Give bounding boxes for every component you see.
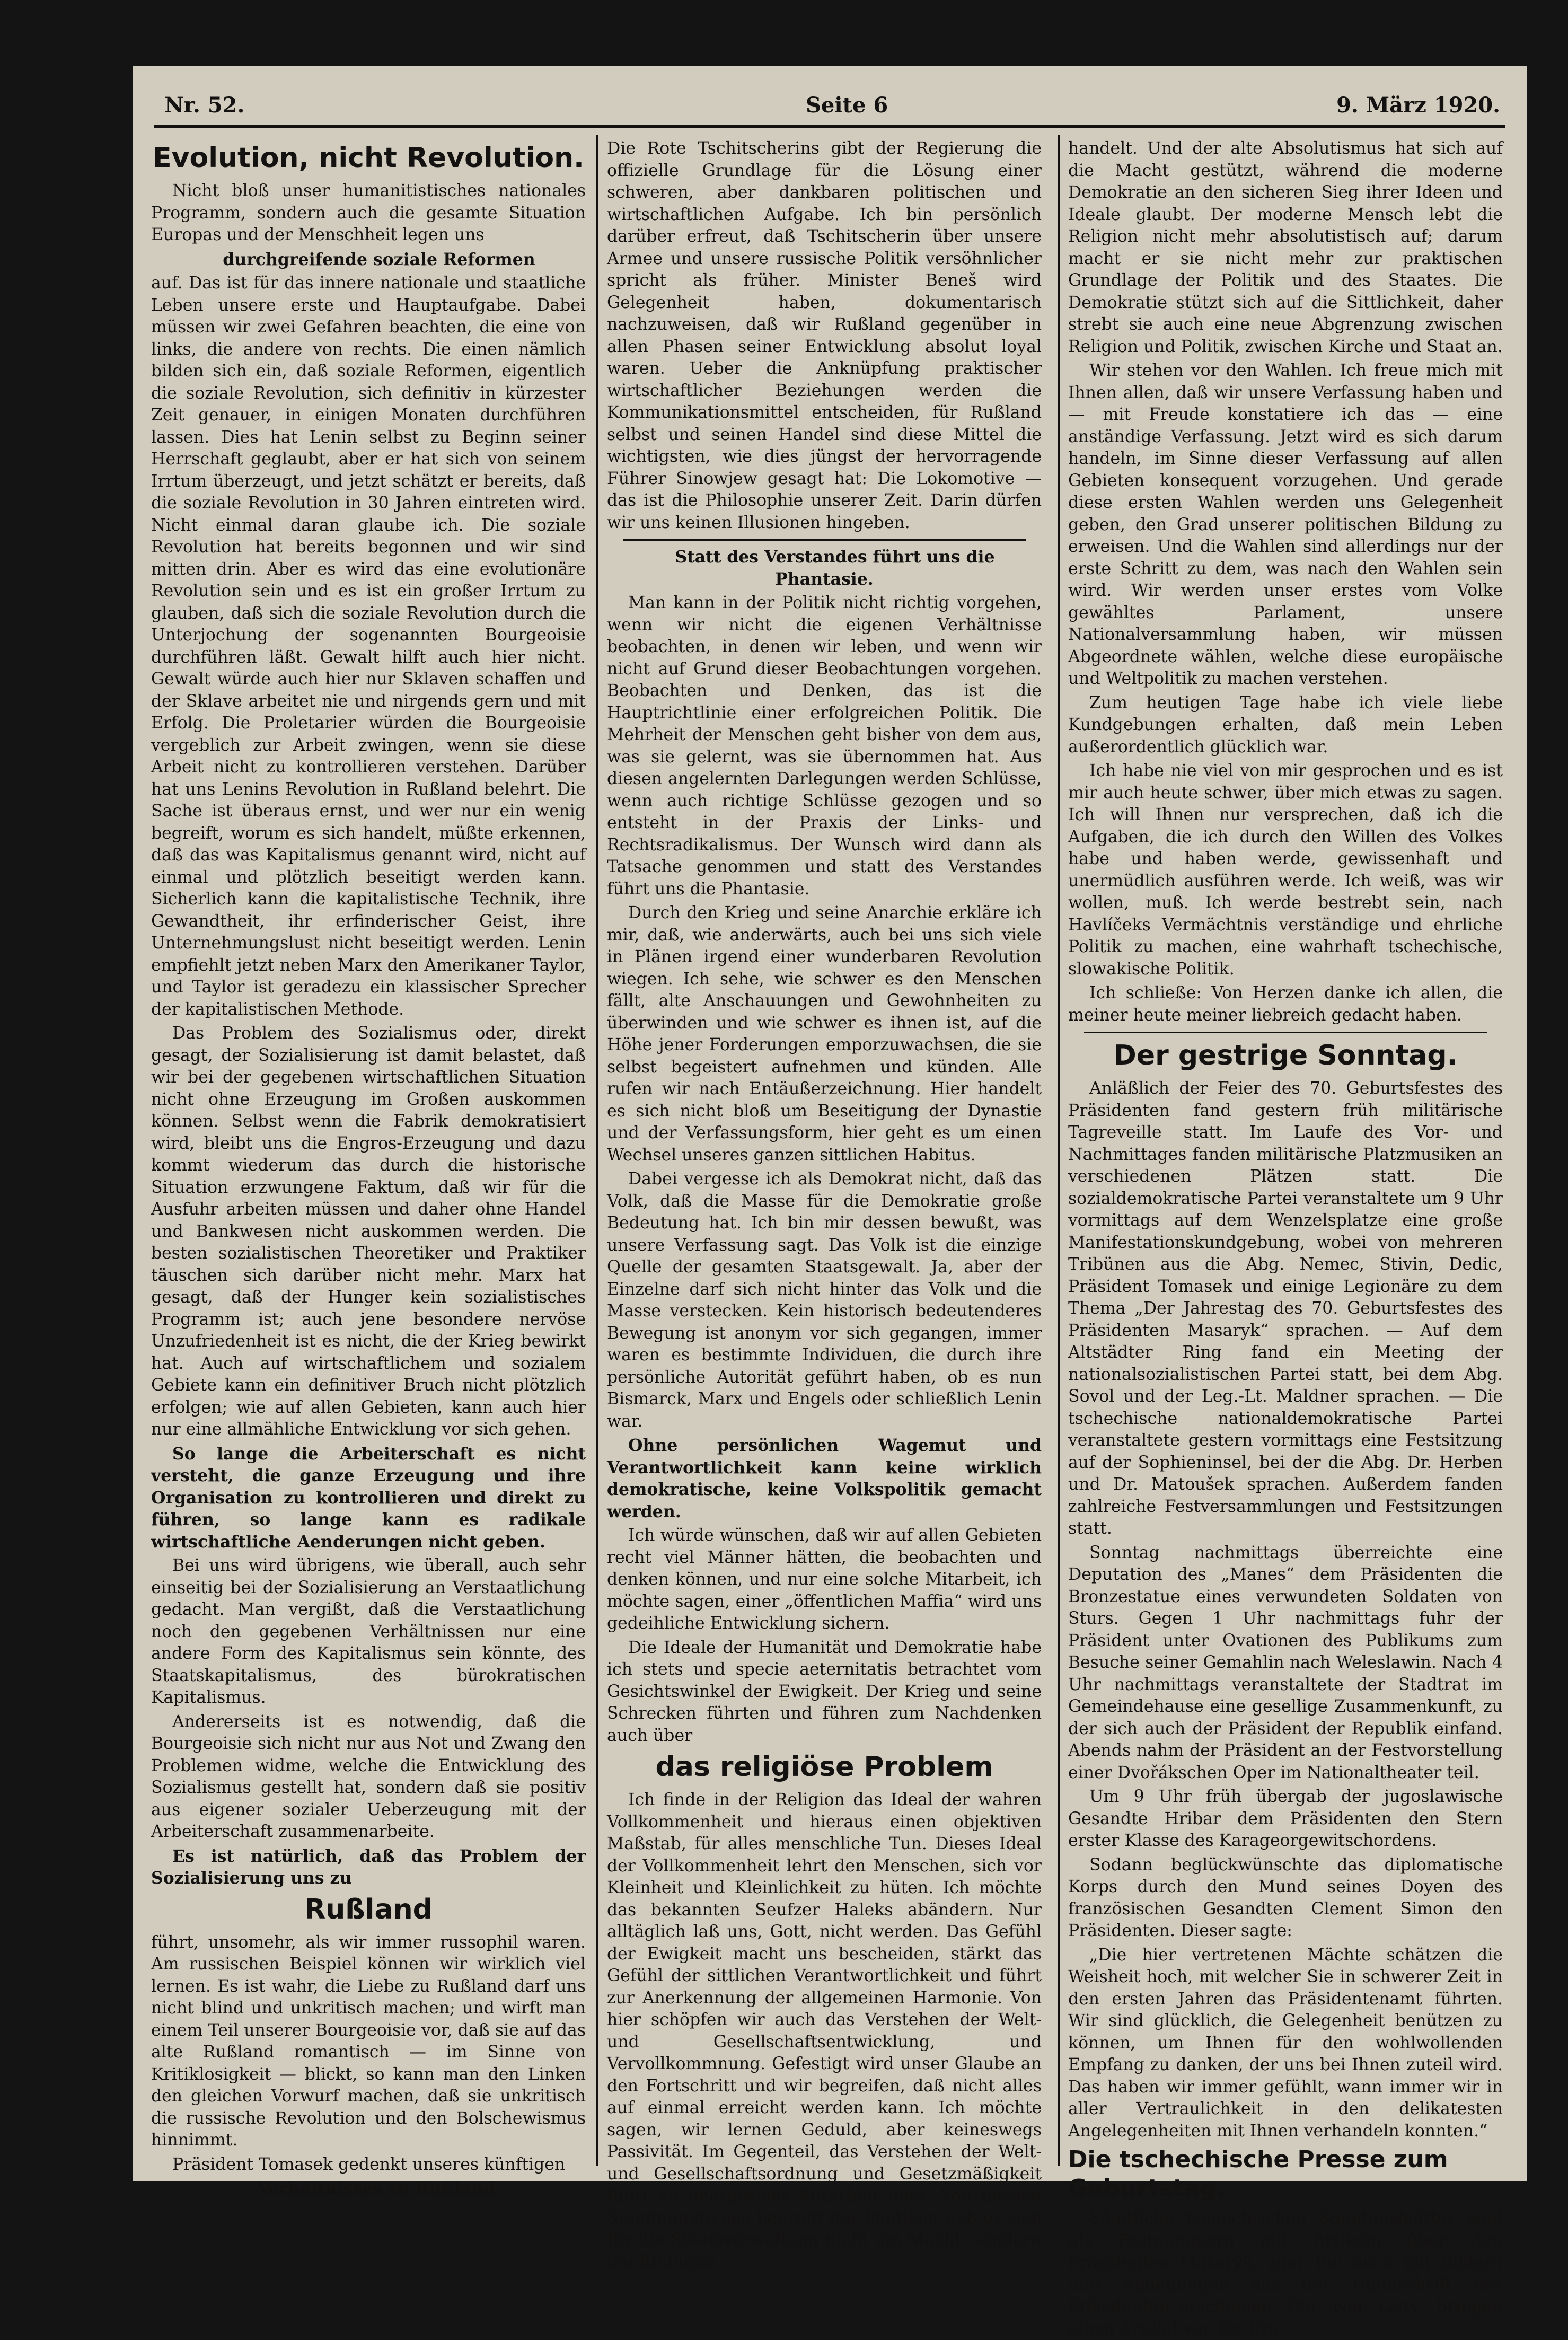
section-headline: Die tschechische Presse zum Geburtstag. bbox=[1068, 2146, 1448, 2202]
column-divider bbox=[1058, 135, 1060, 2166]
subheading: Verhältnisses zu Rußland. bbox=[257, 2179, 501, 2198]
paragraph: Wir stehen vor den Wahlen. Ich freue mich mit Ihnen allen, daß wir unsere Verfassung haben und — mit Freude konstatiere ich das — eine anständige Verfassung. Jetzt wird es sich darum handeln, im Sinne dieser Verfassung auf allen Gebieten konsequent vorzugehen. Und gerade diese ersten Wahlen werden uns Gelegenheit geben, den Grad unserer politischen Bildung zu erweisen. Und die Wahlen sind allerdings nur der erste Schritt zu dem, was nach den Wahlen sein wird. Wir werden unser erstes vom Volke gewähltes Parlament, unsere Nationalversammlung haben, wir müssen Abgeordnete wählen, welche diese europäische und Weltpolitik zu machen verstehen. bbox=[1068, 361, 1503, 688]
header-rule bbox=[154, 125, 1505, 128]
paragraph: Bei uns wird übrigens, wie überall, auch sehr einseitig bei der Sozialisierung an Verstaatlichung gedacht. Man vergißt, daß die Verstaatlichung noch den gegebenen Verhältnissen nur eine andere Form des Kapitalismus sein könnte, des Staatskapitalismus, des bürokratischen Kapitalismus. bbox=[151, 1556, 586, 1707]
paragraph: „Die hier vertretenen Mächte schätzen die Weisheit hoch, mit welcher Sie in schwerer Zeit in den ersten Jahren das Präsidentenamt führten. Wir sind glücklich, die Gelegenheit benützen zu können, um Ihnen für den wohlwollenden Empfang zu danken, der uns bei Ihnen zuteil wird. Das haben wir immer gefühlt, wann immer wir in aller Vertraulichkeit in den delikatesten Angelegenheiten mit Ihnen verhandeln konnten.“ bbox=[1068, 1945, 1503, 2141]
paragraph: führt, unsomehr, als wir immer russophil waren. Am russischen Beispiel können wir wirklich viel lernen. Es ist wahr, die Liebe zu Rußland darf uns nicht blind und unkritisch machen; und wirft man einem Teil unserer Bourgeoisie vor, daß sie auf das alte Rußland romantisch — im Sinne von Kritiklosigkeit — blickt, so kann man den Linken den gleichen Vorwurf machen, daß sie unkritisch die russische Revolution und den Bolschewismus hinnimmt. bbox=[151, 1932, 586, 2150]
paragraph: Andererseits ist es notwendig, daß die Bourgeoisie sich nicht nur aus Not und Zwang den Problemen widme, welche die Entwicklung des Sozialismus gestellt hat, sondern daß sie positiv aus eigener sozialer Ueberzeugung mit der Arbeiterschaft zusammenarbeite. bbox=[151, 1712, 586, 1841]
paragraph-bold: Es ist natürlich, daß das Problem der Sozialisierung uns zu bbox=[151, 1846, 586, 1888]
paragraph: Ich finde in der Religion das Ideal der wahren Vollkommenheit und hieraus einen objektiven Maßstab, für alles menschliche Tun. Dieses Ideal der Vollkommenheit lehrt den Menschen, sich vor Kleinheit und Kleinlichkeit zu hüten. Ich möchte das bekannten Seufzer Haleks abändern. Nur alltäglich laß uns, Gott, nicht werden. Das Gefühl der Ewigkeit macht uns bescheiden, stärkt das Gefühl der sittlichen Verantwortlichkeit und führt zur Anerkennung der allgemeinen Harmonie. Von hier schöpfen wir auch das Verstehen der Welt- und Gesellschaftsentwicklung, und Vervollkommnung. Gefestigt wird unser Glaube an den Fortschritt und wir begreifen, daß nicht alles auf einmal erreicht werden kann. Ich möchte sagen, wir lernen Geduld, aber keineswegs Passivität. Im Gegenteil, das Verstehen der Welt- und Gesellschaftsordnung und Gesetzmäßigkeit führt zu energischer Mitarbeit aller. Von diesem Standpunkte aus begreift der Politiker, daß es sich für die Staatsverwaltung nicht um Macht, sondern um Einflüsse bbox=[607, 1790, 1042, 2272]
paragraph: Sämtliche tschechischen Sonntagsblätter sind als Festnummern mit Artikeln über den Präsidenten Masaryk, zum Teil auch mit Bildern und Abbildungen aus der Handschrift des Präsidenten erschienen. Die „Nar. Listy“ bringen einen Artikel von Dr. Kra- bbox=[1068, 2209, 1503, 2338]
page-header bbox=[154, 82, 1505, 125]
paragraph: Ich würde wünschen, daß wir auf allen Gebieten recht viel Männer hätten, die beobachten und denken können, und nur eine solche Mitarbeit, ich möchte sagen, einer „öffentlichen Maffia“ wird uns gedeihliche Entwicklung sichern. bbox=[607, 1526, 1042, 1633]
paragraph-bold: Ohne persönlichen Wagemut und Verantwortlichkeit kann keine wirklich demokratische, keine Volkspolitik gemacht werden. bbox=[607, 1436, 1042, 1521]
column-divider bbox=[596, 135, 598, 2166]
issue-number: Nr. 52. bbox=[164, 93, 245, 118]
column-1 bbox=[151, 138, 586, 2198]
paragraph: Ich schließe: Von Herzen danke ich allen, die meiner heute meiner liebreich gedacht haben. bbox=[1068, 983, 1503, 1025]
subheading: durchgreifende soziale Reformen bbox=[223, 249, 535, 269]
article-headline: Der gestrige Sonntag. bbox=[1113, 1040, 1458, 1071]
paragraph-bold: So lange die Arbeiterschaft es nicht versteht, die ganze Erzeugung und ihre Organisation zu kontrollieren und direkt zu führen, so lange kann es radikale wirtschaftliche Aenderungen nicht geben. bbox=[151, 1444, 586, 1552]
column-2 bbox=[607, 138, 1042, 2272]
paragraph: Das Problem des Sozialismus oder, direkt gesagt, der Sozialisierung ist damit belastet, daß wir bei der gegebenen wirtschaftlichen Situation nicht ohne Erzeugung im Großen auskommen können. Selbst wenn die Fabrik demokratisiert wird, bleibt uns die Engros-Erzeugung und dazu kommt wiederum das durch die historische Situation erzwungene Faktum, daß wir für die Ausfuhr arbeiten müssen und daher ohne Handel und Bankwesen nicht auskommen werden. Die besten sozialistischen Theoretiker und Praktiker täuschen sich darüber nicht mehr. Marx hat gesagt, daß der Hunger kein sozialistisches Programm ist; auch jene besondere nervöse Unzufriedenheit ist es nicht, die der Krieg bewirkt hat. Auch auf wirtschaftlichem und sozialem Gebiete kann ein definitiver Bruch nicht plötzlich erfolgen; wie auf allen Gebieten, kann auch hier nur eine allmähliche Entwicklung vor sich gehen. bbox=[151, 1024, 586, 1439]
paragraph: Nicht bloß unser humanitistisches nationales Programm, sondern auch die gesamte Situation Europas und der Menschheit legen uns bbox=[151, 181, 586, 244]
column-3 bbox=[1068, 138, 1503, 2338]
section-headline: das religiöse Problem bbox=[655, 1751, 993, 1783]
paragraph: Dabei vergesse ich als Demokrat nicht, daß das Volk, daß die Masse für die Demokratie große Bedeutung hat. Ich bin mir dessen bewußt, was unsere Verfassung sagt. Das Volk ist die einzige Quelle der gesamten Staatsgewalt. Ja, aber der Einzelne darf sich nicht hinter das Volk und die Masse verstecken. Kein historisch bedeutenderes Bewegung ist anonym vor sich gegangen, immer waren es bestimmte Individuen, die durch ihre persönliche Autorität geführt haben, ob es nun Bismarck, Marx und Engels oder schließlich Lenin war. bbox=[607, 1169, 1042, 1431]
paragraph: Die Rote Tschitscherins gibt der Regierung die offizielle Grundlage für die Lösung einer schweren, aber dankbaren politischen und wirtschaftlichen Aufgabe. Ich bin persönlich darüber erfreut, daß Tschitscherin über unsere Armee und unsere russische Politik versöhnlicher spricht als früher. Minister Beneš wird Gelegenheit haben, dokumentarisch nachzuweisen, daß wir Rußland gegenüber in allen Phasen seiner Entwicklung absolut loyal waren. Ueber die Anknüpfung praktischer wirtschaftlicher Beziehungen werden die Kommunikationsmittel entscheiden, für Rußland selbst und seinen Handel sind diese Mittel die wichtigsten, wie dies jüngst der hervorragende Führer Sinowjew gesagt hat: Die Lokomotive — das ist die Philosophie unserer Zeit. Darin dürfen wir uns keinen Illusionen hingeben. bbox=[607, 139, 1042, 532]
subheading: Statt des Verstandes führt uns die Phantasie. bbox=[675, 547, 995, 589]
section-rule bbox=[623, 539, 1026, 541]
paragraph: Um 9 Uhr früh übergab der jugoslawische Gesandte Hribar dem Präsidenten den Stern erster Klasse des Karageorgewitschordens. bbox=[1068, 1787, 1503, 1850]
paragraph: auf. Das ist für das innere nationale und staatliche Leben unsere erste und Hauptaufgabe. Dabei müssen wir zwei Gefahren beachten, die eine von links, die andere von rechts. Die einen nämlich bilden sich ein, daß soziale Reformen, eigentlich die soziale Revolution, sich definitiv in kürzester Zeit genauer, in einigen Monaten durchführen lassen. Dies hat Lenin selbst zu Beginn seiner Herrschaft geglaubt, aber er hat sich von seinem Irrtum überzeugt, und jetzt schätzt er bereits, daß die soziale Revolution in 30 Jahren eintreten wird. Nicht einmal daran glaube ich. Die soziale Revolution hat bereits begonnen und wir sind mitten drin. Aber es wird das eine evolutionäre Revolution sein und es ist ein großer Irrtum zu glauben, daß sich die soziale Revolution durch die Unterjochung der sogenannten Bourgeoisie durchführen läßt. Gewalt hilft auch hier nicht. Gewalt würde auch hier nur Sklaven schaffen und der Sklave arbeitet nie und nirgends gern und mit Erfolg. Die Proletarier würden die Bourgeoisie vergeblich zur Arbeit zwingen, wenn sie diese Arbeit nicht zu kontrollieren verstehen. Darüber hat uns Lenins Revolution in Rußland belehrt. Die Sache ist überaus ernst, und wer nur ein wenig begreift, worum es sich handelt, müßte erkennen, daß das was Kapitalismus genannt wird, nicht auf einmal und plötzlich beseitigt werden kann. Sicherlich kann die kapitalistische Technik, ihre Gewandtheit, ihr erfinderischer Geist, ihre Unternehmungslust nicht beseitigt werden. Lenin empfiehlt jetzt neben Marx den Amerikaner Taylor, und Taylor ist geradezu ein klassischer Sprecher der kapitalistischen Methode. bbox=[151, 274, 586, 1019]
paragraph: Durch den Krieg und seine Anarchie erkläre ich mir, daß, wie anderwärts, auch bei uns sich viele in Plänen irgend einer wunderbaren Revolution wiegen. Ich sehe, wie schwer es den Menschen fällt, alte Anschauungen und Gewohnheiten zu überwinden und wie schwer es ihnen ist, auf die Höhe jener Forderungen emporzuwachsen, die sie selbst begeistert aufnehmen und künden. Alle rufen wir nach Entäußerzeichnung. Hier handelt es sich nicht bloß um Beseitigung der Dynastie und der Verfassungsform, hier geht es um einen Wechsel unseres ganzen sittlichen Habitus. bbox=[607, 903, 1042, 1165]
section-rule bbox=[1084, 1032, 1487, 1033]
paragraph: Ich habe nie viel von mir gesprochen und es ist mir auch heute schwer, über mich etwas zu sagen. Ich will Ihnen nur versprechen, daß ich die Aufgaben, die ich durch den Willen des Volkes habe und haben werde, gewissenhaft und unermüdlich ausführen werde. Ich weiß, was wir wollen, muß. Ich werde bestrebt sein, nach Havlíčeks Vermächtnis verständige und ehrliche Politik zu machen, eine wahrhaft tschechische, slowakische Politik. bbox=[1068, 761, 1503, 979]
paragraph: Sodann beglückwünschte das diplomatische Korps durch den Mund seines Doyen des französischen Gesandten Clement Simon den Präsidenten. Dieser sagte: bbox=[1068, 1855, 1503, 1940]
section-headline: Rußland bbox=[304, 1893, 433, 1925]
article-headline: Evolution, nicht Revolution. bbox=[153, 142, 584, 174]
paragraph: handelt. Und der alte Absolutismus hat sich auf die Macht gestützt, während die moderne Demokratie an den sicheren Sieg ihrer Ideen und Ideale glaubt. Der moderne Mensch lebt die Religion nicht mehr absolutistisch auf; darum macht er sie nicht mehr zur praktischen Grundlage der Politik und des Staates. Die Demokratie stützt sich auf die Sittlichkeit, daher strebt sie auch eine neue Abgrenzung zwischen Religion und Politik, zwischen Kirche und Staat an. bbox=[1068, 139, 1503, 356]
paragraph: Sonntag nachmittags überreichte eine Deputation des „Manes“ dem Präsidenten die Bronzestatue eines verwundeten Soldaten von Sturs. Gegen 1 Uhr nachmittags fuhr der Präsident unter Ovationen des Publikums zum Besuche seiner Gemahlin nach Weleslawin. Nach 4 Uhr nachmittags veranstaltete der Stadtrat im Gemeindehause eine gesellige Zusammenkunft, zu der sich auch der Präsident der Republik einfand. Abends nahm der Präsident an der Festvorstellung einer Dvořákschen Oper im Nationaltheater teil. bbox=[1068, 1543, 1503, 1782]
newspaper-page bbox=[133, 66, 1527, 2338]
paragraph: Anläßlich der Feier des 70. Geburtsfestes des Präsidenten fand gestern früh militärische Tagreveille statt. Im Laufe des Vor- und Nachmittages fanden militärische Platzmusiken an verschiedenen Plätzen statt. Die sozialdemokratische Partei veranstaltete um 9 Uhr vormittags auf dem Wenzelsplatze eine große Manifestationskundgebung, wobei von mehreren Tribünen aus die Abg. Nemec, Stivin, Dedic, Präsident Tomasek und einige Legionäre zu dem Thema „Der Jahrestag des 70. Geburtsfestes des Präsidenten Masaryk“ sprachen. — Auf dem Altstädter Ring fand ein Meeting der nationalsozialistischen Partei statt, bei dem Abg. Sovol und der Leg.-Lt. Maldner sprachen. — Die tschechische nationaldemokratische Partei veranstaltete gestern vormittags eine Festsitzung auf der Sophieninsel, bei der die Abg. Dr. Herben und Dr. Matoušek sprachen. Außerdem fanden zahlreiche Festversammlungen und Festsitzungen statt. bbox=[1068, 1079, 1503, 1538]
paragraph: Man kann in der Politik nicht richtig vorgehen, wenn wir nicht die eigenen Verhältnisse beobachten, in denen wir leben, und wenn wir nicht auf Grund dieser Beobachtungen vorgehen. Beobachten und Denken, das ist die Hauptrichtlinie einer erfolgreichen Politik. Die Mehrheit der Menschen geht bisher von dem aus, was sie gelernt, was sie übernommen hat. Aus diesen angelernten Darlegungen werden Schlüsse, wenn auch richtige Schlüsse gezogen und so entsteht in der Praxis der Links- und Rechtsradikalismus. Der Wunsch wird dann als Tatsache genommen und statt des Verstandes führt uns die Phantasie. bbox=[607, 593, 1042, 899]
page-number: Seite 6 bbox=[806, 93, 888, 118]
paragraph: Die Ideale der Humanität und Demokratie habe ich stets und specie aeternitatis betrachtet vom Gesichtswinkel der Ewigkeit. Der Krieg und seine Schrecken führten und führen zum Nachdenken auch über bbox=[607, 1638, 1042, 1745]
paragraph: Präsident Tomasek gedenkt unseres künftigen bbox=[172, 2154, 566, 2174]
issue-date: 9. März 1920. bbox=[1336, 93, 1500, 118]
paragraph: Zum heutigen Tage habe ich viele liebe Kundgebungen erhalten, daß mein Leben außerordentlich glücklich war. bbox=[1068, 693, 1503, 756]
